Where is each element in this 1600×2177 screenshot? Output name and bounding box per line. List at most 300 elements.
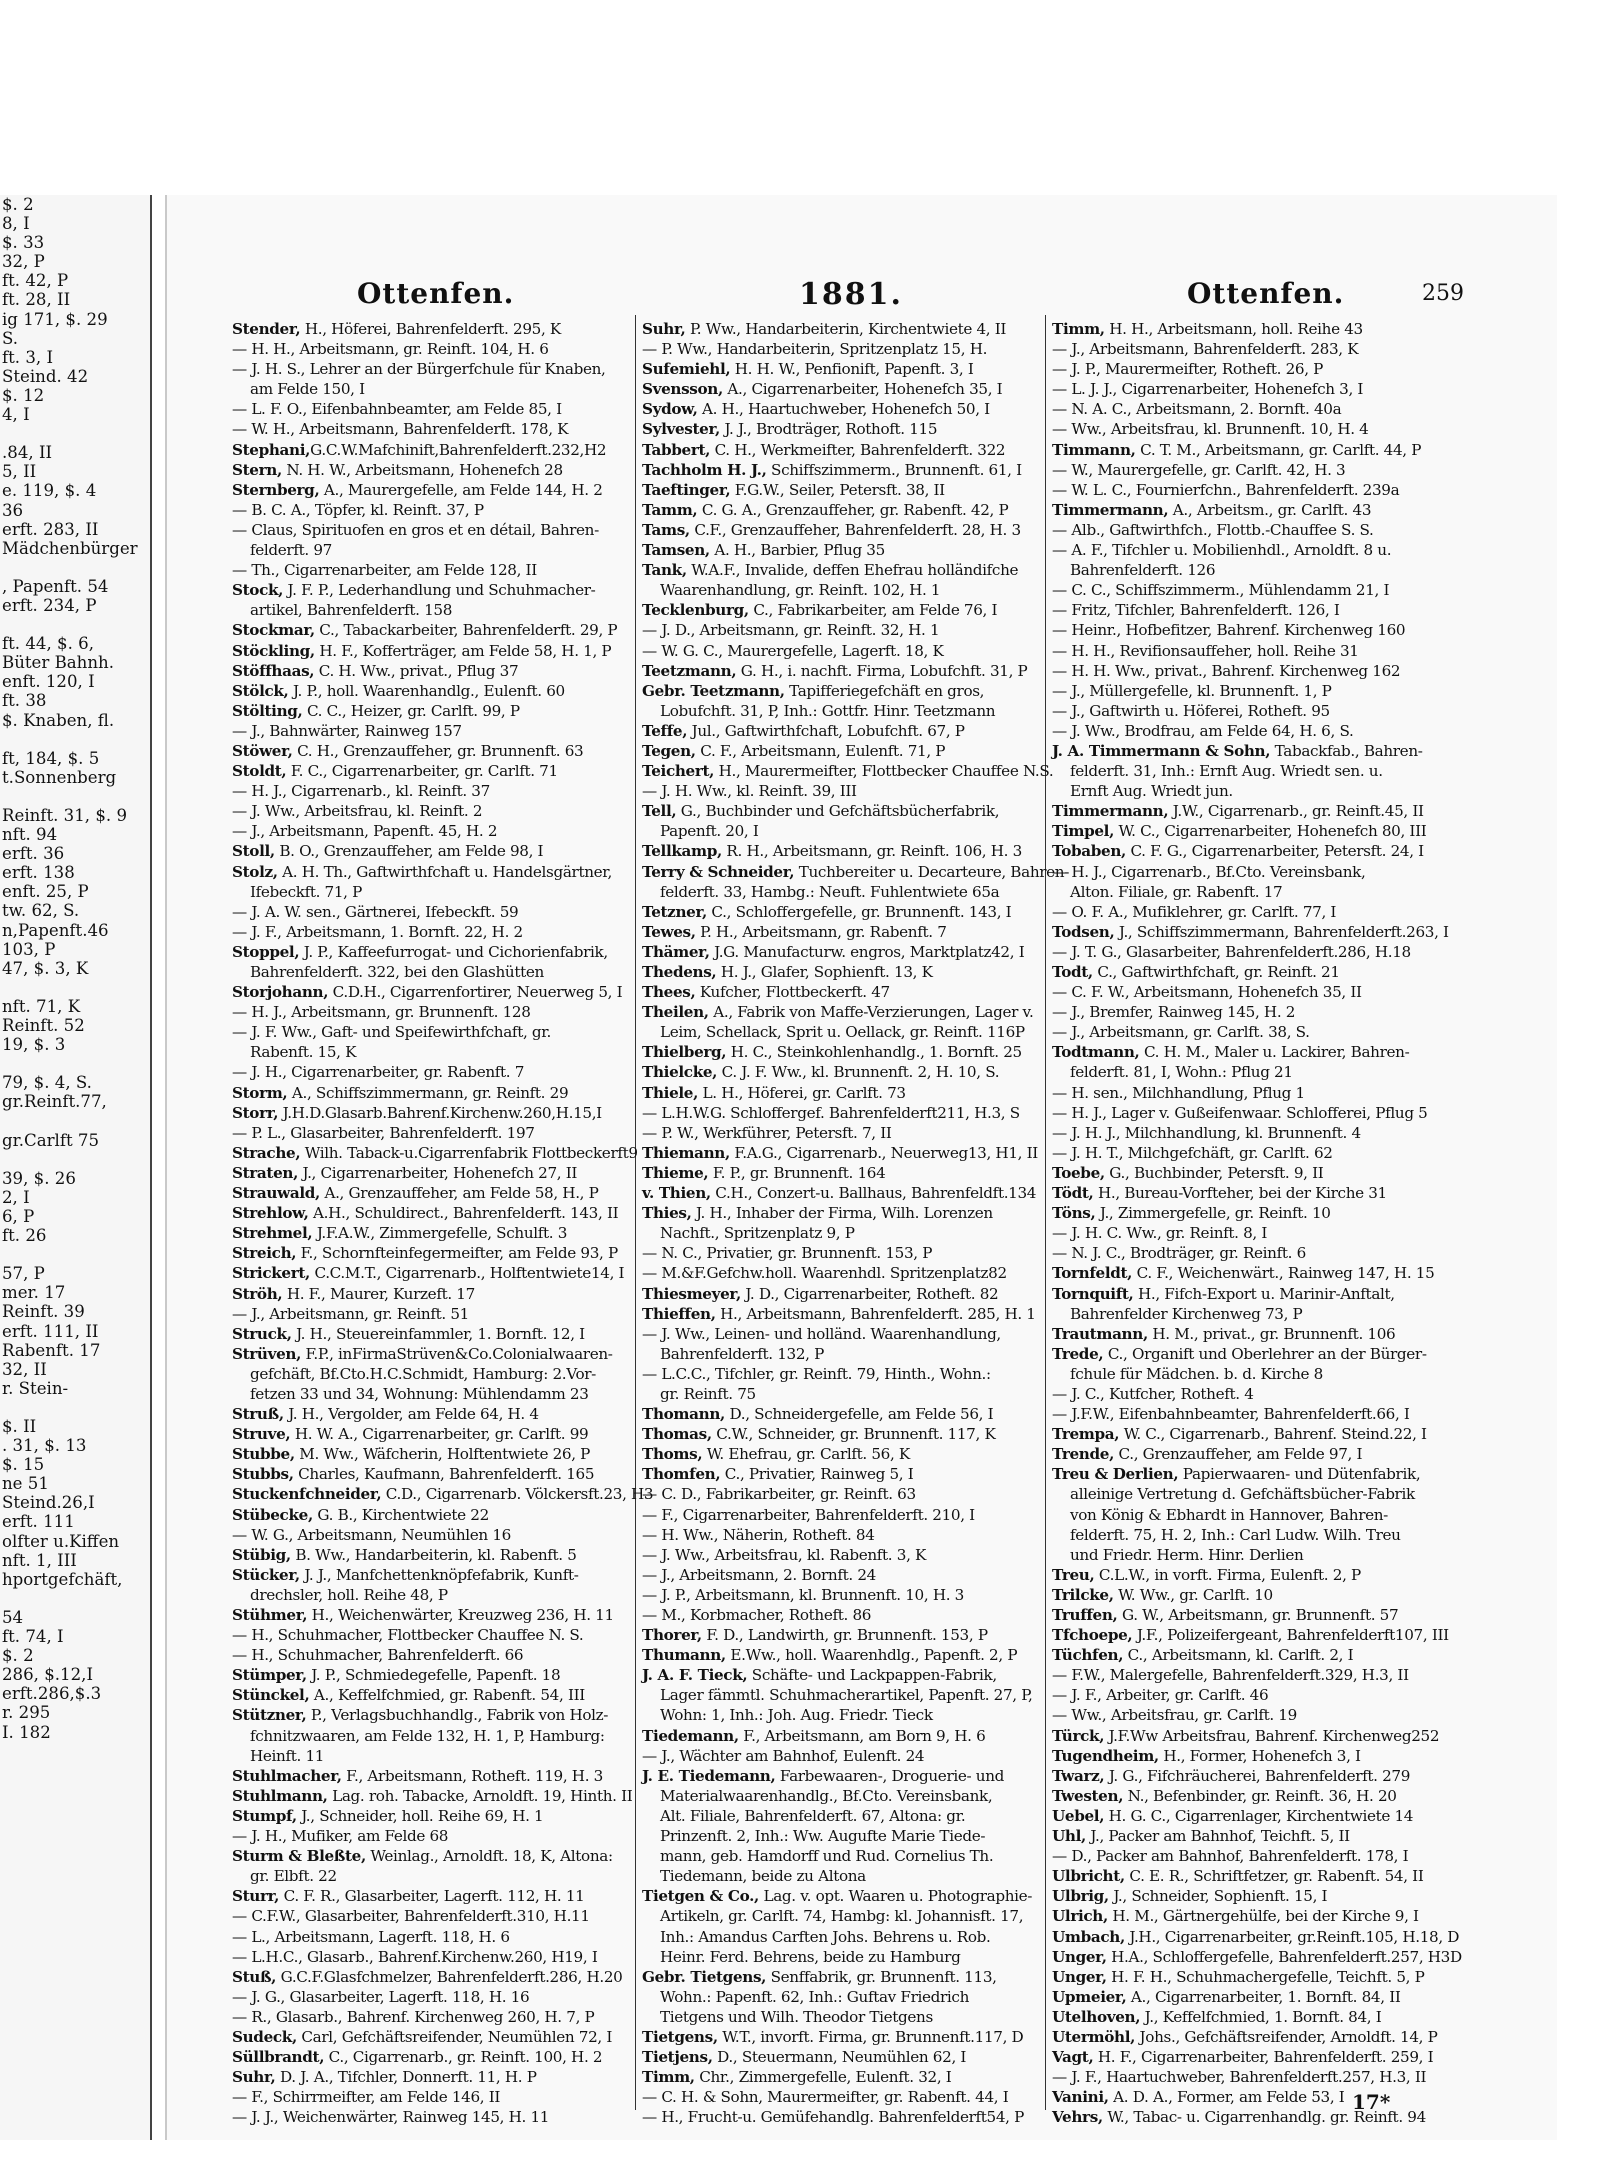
directory-entry: Töns, J., Zimmergefelle, gr. Reinft. 10 — [1052, 1204, 1331, 1223]
directory-entry: Thumann, E.Ww., holl. Waarenhdlg., Papenft. 2, P — [642, 1646, 1018, 1665]
sub-entry: — J. H. J., Milchhandlung, kl. Brunnenft. 4 — [1052, 1123, 1361, 1142]
entry-continuation: Bahrenfelderft. 322, bei den Glashütten — [250, 963, 544, 981]
facing-page-line: 2, I — [2, 1187, 30, 1207]
directory-entry: Strehmel, J.F.A.W., Zimmergefelle, Schulft. 3 — [232, 1224, 568, 1243]
directory-entry: Todtmann, C. H. M., Maler u. Lackirer, Bahren- — [1052, 1043, 1410, 1062]
header-place-left: Ottenfen. — [357, 277, 515, 310]
facing-page-line — [0, 730, 150, 749]
facing-page-line: n,Papenft.46 — [2, 920, 109, 940]
directory-entry: Terry & Schneider, Tuchbereiter u. Decarteure, Bahren- — [642, 862, 1070, 881]
sub-entry: — W., Maurergefelle, gr. Carlft. 42, H. 3 — [1052, 460, 1346, 479]
directory-entry: Tietjens, D., Steuermann, Neumühlen 62, I — [642, 2048, 967, 2067]
directory-entry: Treu & Derlien, Papierwaaren- und Dütenfabrik, — [1052, 1465, 1421, 1484]
facing-page-line: ft. 42, P — [2, 271, 69, 291]
directory-entry: Tüchfen, C., Arbeitsmann, kl. Carlft. 2, I — [1052, 1646, 1354, 1665]
directory-entry: Timpel, W. C., Cigarrenarbeiter, Hohenefch 80, III — [1052, 822, 1427, 841]
sub-entry: — P. Ww., Handarbeiterin, Spritzenplatz 15, H. — [642, 340, 988, 359]
directory-entry: Ulrich, H. M., Gärtnergehülfe, bei der Kirche 9, I — [1052, 1907, 1419, 1926]
sub-entry: — C.F.W., Glasarbeiter, Bahrenfelderft.310, H.11 — [232, 1907, 590, 1926]
facing-page-line: 103, P — [2, 939, 56, 959]
sub-entry: — J. F., Arbeiter, gr. Carlft. 46 — [1052, 1686, 1269, 1705]
sub-entry: — J. P., Maurermeifter, Rotheft. 26, P — [1052, 360, 1324, 379]
directory-entry: Stuckenfchneider, C.D., Cigarrenarb. Völckersft.23, H3 — [232, 1485, 654, 1504]
facing-page-line: Mädchenbürger — [2, 538, 138, 558]
sub-entry: — M., Korbmacher, Rotheft. 86 — [642, 1606, 872, 1624]
directory-entry: Thies, J. H., Inhaber der Firma, Wilh. Lorenzen — [642, 1204, 993, 1223]
directory-entry: Vanini, A. D. A., Former, am Felde 53, I — [1052, 2088, 1345, 2107]
facing-page-line: 57, P — [2, 1264, 45, 1284]
directory-entry: Vehrs, W., Tabac- u. Cigarrenhandlg. gr. Reinft. 94 — [1052, 2108, 1426, 2127]
directory-entry: Stücker, J. J., Manfchettenknöpfefabrik, Kunft- — [232, 1565, 579, 1584]
directory-entry: Timmermann, A., Arbeitsm., gr. Carlft. 43 — [1052, 500, 1372, 519]
directory-entry: Svensson, A., Cigarrenarbeiter, Hohenefch 35, I — [642, 380, 1003, 399]
facing-page-line: enft. 120, I — [2, 672, 95, 692]
entry-continuation: Alton. Filiale, gr. Rabenft. 17 — [1070, 882, 1283, 901]
facing-page-line: r. Stein- — [2, 1378, 69, 1398]
directory-entry: J. A. F. Tieck, Schäfte- und Lackpappen-Fabrik, — [642, 1666, 997, 1685]
header-place-right: Ottenfen. — [1187, 277, 1345, 310]
entry-continuation: gr. Elbft. 22 — [250, 1867, 337, 1886]
directory-entry: Tietgen & Co., Lag. v. opt. Waaren u. Photographie- — [642, 1887, 1033, 1906]
directory-entry: Strüven, F.P., inFirmaStrüven&Co.Colonialwaaren- — [232, 1344, 613, 1363]
sub-entry: — H. J., Cigarrenarb., Bf.Cto. Vereinsbank, — [1052, 862, 1366, 881]
sub-entry: — F.W., Malergefelle, Bahrenfelderft.329, H.3, II — [1052, 1666, 1409, 1685]
directory-entry: Thedens, H. J., Glafer, Sophienft. 13, K — [642, 963, 933, 981]
directory-entry: Stuhlmann, Lag. roh. Tabacke, Arnoldft. 19, Hinth. II — [232, 1786, 633, 1805]
directory-entry: Tornquift, H., Fifch-Export u. Marinir-Anftalt, — [1052, 1284, 1395, 1303]
directory-entry: Teichert, H., Maurermeifter, Flottbecker Chauffee N.S. — [642, 762, 1054, 781]
facing-page-fragment — [0, 195, 152, 2140]
directory-entry: Theilen, A., Fabrik von Maffe-Verzierungen, Lager v. — [642, 1003, 1034, 1022]
facing-page-line: erft. 111 — [2, 1512, 75, 1532]
directory-entry: Storjohann, C.D.H., Cigarrenfortirer, Neuerweg 5, I — [232, 983, 623, 1002]
facing-page-line: 32, II — [2, 1359, 47, 1379]
directory-entry: Tecklenburg, C., Fabrikarbeiter, am Felde 76, I — [642, 601, 998, 620]
sub-entry: — H., Frucht-u. Gemüfehandlg. Bahrenfelderft54, P — [642, 2108, 1025, 2127]
directory-entry: Stünckel, A., Keffelfchmied, gr. Rabenft. 54, III — [232, 1686, 585, 1705]
entry-continuation: und Friedr. Herm. Hinr. Derlien — [1070, 1545, 1304, 1564]
facing-page-line: I. 182 — [2, 1722, 51, 1742]
directory-entry: Suhr, D. J. A., Tifchler, Donnerft. 11, H. P — [232, 2068, 537, 2087]
sub-entry: — W. G., Arbeitsmann, Neumühlen 16 — [232, 1525, 511, 1544]
directory-entry: Ulbricht, C. E. R., Schriftfetzer, gr. Rabenft. 54, II — [1052, 1867, 1424, 1886]
directory-entry: Strickert, C.C.M.T., Cigarrenarb., Holftentwiete14, I — [232, 1264, 625, 1283]
directory-entry: Thieme, F. P., gr. Brunnenft. 164 — [642, 1163, 886, 1182]
directory-entry: Tank, W.A.F., Invalide, deffen Ehefrau holländifche — [642, 561, 1019, 580]
sub-entry: — C. D., Fabrikarbeiter, gr. Reinft. 63 — [642, 1485, 916, 1504]
entry-continuation: Papenft. 20, I — [660, 822, 759, 841]
directory-entry: Stümper, J. P., Schmiedegefelle, Papenft. 18 — [232, 1666, 561, 1685]
sub-entry: — Ww., Arbeitsfrau, gr. Carlft. 19 — [1052, 1706, 1297, 1725]
directory-column-3 — [1052, 319, 1472, 2127]
directory-entry: Stuß, G.C.F.Glasfchmelzer, Bahrenfelderft.286, H.20 — [232, 1967, 623, 1986]
directory-entry: Tfchoepe, J.F., Polizeifergeant, Bahrenfelderft107, III — [1052, 1626, 1449, 1645]
directory-entry: Strauwald, A., Grenzauffeher, am Felde 58, H., P — [232, 1184, 599, 1203]
directory-entry: Thomas, C.W., Schneider, gr. Brunnenft. 117, K — [642, 1425, 996, 1444]
sub-entry: — J. Ww., Leinen- und holländ. Waarenhandlung, — [642, 1324, 1001, 1343]
facing-page-line: $. 15 — [2, 1455, 45, 1475]
facing-page-line: r. 295 — [2, 1703, 51, 1723]
sub-entry: — P. W., Werkführer, Petersft. 7, II — [642, 1123, 892, 1142]
directory-entry: Gebr. Teetzmann, Tapifferiegefchäft en gros, — [642, 681, 985, 700]
directory-entry: Vagt, H. F., Cigarrenarbeiter, Bahrenfelderft. 259, I — [1052, 2048, 1434, 2067]
facing-page-line: erft. 36 — [2, 844, 65, 864]
facing-page-line: 4, I — [2, 405, 30, 425]
entry-continuation: felderft. 81, I, Wohn.: Pflug 21 — [1070, 1063, 1293, 1082]
sub-entry: — J. F., Arbeitsmann, 1. Bornft. 22, H. 2 — [232, 922, 523, 941]
entry-continuation: alleinige Vertretung d. Gefchäftsbücher-Fabrik — [1070, 1485, 1415, 1504]
directory-entry: Tamm, C. G. A., Grenzauffeher, gr. Rabenft. 42, P — [642, 500, 1009, 519]
entry-continuation: Tiedemann, beide zu Altona — [660, 1867, 866, 1886]
directory-entry: Timmermann, J.W., Cigarrenarb., gr. Reinft.45, II — [1052, 802, 1424, 821]
directory-entry: Stockmar, C., Tabackarbeiter, Bahrenfelderft. 29, P — [232, 621, 618, 640]
facing-page-line: .84, II — [2, 443, 53, 463]
directory-entry: Stübecke, G. B., Kirchentwiete 22 — [232, 1505, 489, 1524]
directory-entry: Thämer, J.G. Manufacturw. engros, Marktplatz42, I — [642, 942, 1025, 961]
directory-entry: Utermöhl, Johs., Gefchäftsreifender, Arnoldft. 14, P — [1052, 2027, 1438, 2046]
directory-entry: Tell, G., Buchbinder und Gefchäftsbücherfabrik, — [642, 802, 1000, 821]
facing-page-line: erft. 138 — [2, 863, 75, 883]
directory-entry: Unger, H. F. H., Schuhmachergefelle, Teichft. 5, P — [1052, 1967, 1425, 1986]
facing-page-line: hportgefchäft, — [2, 1569, 123, 1589]
facing-page-line: Steind. 42 — [2, 366, 89, 386]
sub-entry: — J. F., Haartuchweber, Bahrenfelderft.257, H.3, II — [1052, 2068, 1427, 2087]
facing-page-line: , Papenft. 54 — [2, 576, 109, 596]
directory-entry: Stuhlmacher, F., Arbeitsmann, Rotheft. 119, H. 3 — [232, 1766, 603, 1785]
sub-entry: — J., Arbeitsmann, gr. Carlft. 38, S. — [1052, 1023, 1310, 1042]
sub-entry: — J. H. S., Lehrer an der Bürgerfchule für Knaben, — [232, 360, 606, 379]
entry-continuation: Waarenhandlung, gr. Reinft. 102, H. 1 — [660, 581, 941, 600]
directory-entry: Trende, C., Grenzauffeher, am Felde 97, I — [1052, 1445, 1363, 1464]
facing-page-line: ne 51 — [2, 1474, 49, 1494]
sub-entry: — J. G., Glasarbeiter, Lagerft. 118, H. 16 — [232, 1987, 530, 2006]
facing-page-line — [0, 1054, 150, 1073]
sub-entry: — J. Ww., Brodfrau, am Felde 64, H. 6, S. — [1052, 721, 1354, 740]
sub-entry: — J. Ww., Arbeitsfrau, kl. Reinft. 2 — [232, 802, 483, 821]
directory-entry: Tödt, H., Bureau-Vorfteher, bei der Kirche 31 — [1052, 1184, 1387, 1203]
sub-entry: — L.C.C., Tifchler, gr. Reinft. 79, Hinth., Wohn.: — [642, 1364, 991, 1383]
entry-continuation: fchnitzwaaren, am Felde 132, H. 1, P, Hamburg: — [250, 1726, 605, 1745]
sub-entry: — F., Cigarrenarbeiter, Bahrenfelderft. 210, I — [642, 1505, 975, 1524]
facing-page-line: S. — [2, 328, 19, 348]
entry-continuation: Tietgens und Wilh. Theodor Tietgens — [660, 2007, 933, 2026]
directory-entry: Suhr, P. Ww., Handarbeiterin, Kirchentwiete 4, II — [642, 320, 1007, 338]
directory-entry: Tiedemann, F., Arbeitsmann, am Born 9, H. 6 — [642, 1726, 986, 1745]
facing-page-line: ig 171, $. 29 — [2, 309, 108, 329]
entry-continuation: Leim, Schellack, Sprit u. Oellack, gr. Reinft. 116P — [660, 1023, 1025, 1042]
sub-entry: — H. sen., Milchhandlung, Pflug 1 — [1052, 1083, 1305, 1102]
facing-page-line: $. II — [2, 1417, 37, 1436]
sub-entry: — J., Bremfer, Rainweg 145, H. 2 — [1052, 1003, 1296, 1022]
directory-entry: Tornfeldt, C. F., Weichenwärt., Rainweg 147, H. 15 — [1052, 1264, 1435, 1283]
facing-page-line — [0, 787, 150, 806]
page-number: 259 — [1422, 281, 1464, 306]
sub-entry: — J. H. T., Milchgefchäft, gr. Carlft. 62 — [1052, 1143, 1333, 1162]
sub-entry: — Alb., Gaftwirthfch., Flottb.-Chauffee S. S. — [1052, 520, 1374, 539]
directory-entry: Tellkamp, R. H., Arbeitsmann, gr. Reinft. 106, H. 3 — [642, 842, 1022, 861]
facing-page-line: mer. 17 — [2, 1283, 66, 1303]
directory-entry: Timmann, C. T. M., Arbeitsmann, gr. Carlft. 44, P — [1052, 440, 1422, 459]
sub-entry: — J. H., Mufiker, am Felde 68 — [232, 1827, 449, 1846]
sub-entry: — L. J. J., Cigarrenarbeiter, Hohenefch 3, I — [1052, 380, 1364, 399]
directory-entry: Stoppel, J. P., Kaffeefurrogat- und Cichorienfabrik, — [232, 942, 608, 961]
directory-entry: Streich, F., Schornfteinfegermeifter, am Felde 93, P — [232, 1244, 618, 1263]
entry-continuation: Nachft., Spritzenplatz 9, P — [660, 1224, 855, 1243]
facing-page-line: enft. 25, P — [2, 882, 89, 902]
sub-entry: — W. G. C., Maurergefelle, Lagerft. 18, K — [642, 641, 944, 660]
facing-page-line: erft. 283, II — [2, 519, 99, 539]
sub-entry: — J. H., Cigarrenarbeiter, gr. Rabenft. 7 — [232, 1063, 525, 1082]
directory-entry: Sufemiehl, H. H. W., Penfionift, Papenft. 3, I — [642, 360, 974, 379]
facing-page-line: 32, P — [2, 252, 45, 272]
facing-page-line — [0, 558, 150, 577]
facing-page-line: $. 33 — [2, 233, 45, 253]
facing-page-line: $. 2 — [2, 195, 34, 214]
directory-entry: Stolz, A. H. Th., Gaftwirthfchaft u. Handelsgärtner, — [232, 862, 612, 881]
directory-entry: Stubbs, Charles, Kaufmann, Bahrenfelderft. 165 — [232, 1465, 595, 1484]
directory-entry: Tachholm H. J., Schiffszimmerm., Brunnenft. 61, I — [642, 460, 1022, 479]
directory-entry: Tewes, P. H., Arbeitsmann, gr. Rabenft. 7 — [642, 922, 947, 941]
header-year: 1881. — [799, 277, 903, 312]
sub-entry: — J. D., Arbeitsmann, gr. Reinft. 32, H. 1 — [642, 621, 940, 640]
directory-entry: Umbach, J.H., Cigarrenarbeiter, gr.Reinft.105, H.18, D — [1052, 1927, 1460, 1946]
directory-entry: J. E. Tiedemann, Farbewaaren-, Droguerie- und — [642, 1766, 1004, 1785]
directory-entry: Thielberg, H. C., Steinkohlenhandlg., 1. Bornft. 25 — [642, 1043, 1022, 1062]
directory-entry: Sternberg, A., Maurergefelle, am Felde 144, H. 2 — [232, 480, 603, 499]
entry-continuation: Ifebeckft. 71, P — [250, 882, 363, 901]
sub-entry: — J., Wächter am Bahnhof, Eulenft. 24 — [642, 1746, 925, 1765]
facing-page-line: nft. 94 — [2, 825, 58, 845]
sub-entry: — N. C., Privatier, gr. Brunnenft. 153, P — [642, 1244, 933, 1263]
facing-page-line: 286, $.12,I — [2, 1665, 93, 1685]
facing-page-line: t.Sonnenberg — [2, 767, 117, 787]
entry-continuation: Bahrenfelder Kirchenweg 73, P — [1070, 1304, 1303, 1323]
directory-entry: Thorer, F. D., Landwirth, gr. Brunnenft. 153, P — [642, 1626, 988, 1645]
sub-entry: — H., Schuhmacher, Flottbecker Chauffee N. S. — [232, 1626, 584, 1645]
sub-entry: — J. H. C. Ww., gr. Reinft. 8, I — [1052, 1224, 1268, 1243]
facing-page-line: 39, $. 26 — [2, 1168, 76, 1188]
facing-page-line: $. 12 — [2, 385, 45, 405]
facing-page-line: 6, P — [2, 1206, 35, 1226]
facing-page-line — [0, 1112, 150, 1131]
directory-entry: Türck, J.F.Ww Arbeitsfrau, Bahrenf. Kirchenweg252 — [1052, 1726, 1440, 1745]
entry-continuation: gefchäft, Bf.Cto.H.C.Schmidt, Hamburg: 2.Vor- — [250, 1364, 596, 1383]
entry-continuation: Wohn.: Papenft. 62, Inh.: Guftav Friedrich — [660, 1987, 970, 2006]
directory-entry: Tams, C.F., Grenzauffeher, Bahrenfelderft. 28, H. 3 — [642, 520, 1021, 539]
entry-continuation: fchule für Mädchen. b. d. Kirche 8 — [1070, 1364, 1323, 1383]
directory-entry: Thieffen, H., Arbeitsmann, Bahrenfelderft. 285, H. 1 — [642, 1304, 1036, 1323]
sub-entry: — J., Arbeitsmann, Bahrenfelderft. 283, K — [1052, 340, 1359, 359]
directory-entry: Sturr, C. F. R., Glasarbeiter, Lagerft. 112, H. 11 — [232, 1887, 585, 1906]
facing-page-line: 5, II — [2, 462, 37, 482]
facing-page-line: 36 — [2, 500, 24, 520]
facing-page-line: ft. 74, I — [2, 1627, 64, 1647]
directory-entry: Stöffhaas, C. H. Ww., privat., Pflug 37 — [232, 661, 519, 680]
entry-continuation: Bahrenfelderft. 126 — [1070, 561, 1216, 580]
directory-entry: Todsen, J., Schiffszimmermann, Bahrenfelderft.263, I — [1052, 922, 1449, 941]
entry-continuation: felderft. 31, Inh.: Ernft Aug. Wriedt sen. u. — [1070, 762, 1383, 781]
directory-entry: Thielcke, C. J. F. Ww., kl. Brunnenft. 2, H. 10, S. — [642, 1063, 1000, 1082]
directory-entry: Truffen, G. W., Arbeitsmann, gr. Brunnenft. 57 — [1052, 1606, 1399, 1624]
directory-entry: Unger, H.A., Schloffergefelle, Bahrenfelderft.257, H3D — [1052, 1947, 1462, 1966]
directory-entry: Tegen, C. F., Arbeitsmann, Eulenft. 71, P — [642, 741, 946, 760]
entry-continuation: Artikeln, gr. Carlft. 74, Hambg: kl. Johannisft. 17, — [660, 1907, 1024, 1926]
facing-page-line — [0, 615, 150, 634]
entry-continuation: Lager fämmtl. Schuhmacherartikel, Papenft. 27, P, — [660, 1686, 1033, 1705]
facing-page-line: nft. 71, K — [2, 996, 81, 1016]
directory-entry: Süllbrandt, C., Cigarrenarb., gr. Reinft. 100, H. 2 — [232, 2048, 603, 2067]
directory-entry: Treu, C.L.W., in vorft. Firma, Eulenft. 2, P — [1052, 1565, 1361, 1584]
facing-page-line: Reinft. 52 — [2, 1016, 85, 1036]
entry-continuation: Alt. Filiale, Bahrenfelderft. 67, Altona: gr. — [660, 1806, 966, 1825]
sub-entry: — W. H., Arbeitsmann, Bahrenfelderft. 178, K — [232, 420, 569, 439]
entry-continuation: artikel, Bahrenfelderft. 158 — [250, 601, 453, 620]
directory-entry: Ströh, H. F., Maurer, Kurzeft. 17 — [232, 1284, 475, 1303]
directory-entry: Thomfen, C., Privatier, Rainweg 5, I — [642, 1465, 914, 1484]
facing-page-line: 54 — [2, 1607, 24, 1627]
facing-page-line: 47, $. 3, K — [2, 958, 89, 978]
directory-entry: Gebr. Tietgens, Senffabrik, gr. Brunnenft. 113, — [642, 1967, 997, 1986]
directory-entry: Stöwer, C. H., Grenzauffeher, gr. Brunnenft. 63 — [232, 741, 584, 760]
facing-page-line: e. 119, $. 4 — [2, 481, 97, 501]
facing-page-line: ft, 184, $. 5 — [2, 748, 100, 768]
directory-entry: Tugendheim, H., Former, Hohenefch 3, I — [1052, 1746, 1361, 1765]
directory-entry: Uebel, H. G. C., Cigarrenlager, Kirchentwiete 14 — [1052, 1806, 1414, 1825]
sub-entry: — Fritz, Tifchler, Bahrenfelderft. 126, I — [1052, 601, 1340, 620]
sub-entry: — Heinr., Hofbefitzer, Bahrenf. Kirchenweg 160 — [1052, 621, 1406, 640]
directory-entry: Struck, J. H., Steuereinfammler, 1. Bornft. 12, I — [232, 1324, 585, 1343]
facing-page-line: 19, $. 3 — [2, 1035, 66, 1055]
directory-entry: Taeftinger, F.G.W., Seiler, Petersft. 38, II — [642, 480, 945, 499]
directory-entry: Thiele, L. H., Höferei, gr. Carlft. 73 — [642, 1083, 906, 1102]
entry-continuation: fetzen 33 und 34, Wohnung: Mühlendamm 23 — [250, 1384, 589, 1403]
entry-continuation: drechsler, holl. Reihe 48, P — [250, 1585, 448, 1604]
facing-page-line: gr.Carlft 75 — [2, 1130, 100, 1150]
sub-entry: — O. F. A., Mufiklehrer, gr. Carlft. 77, I — [1052, 902, 1337, 921]
sub-entry: — P. L., Glasarbeiter, Bahrenfelderft. 197 — [232, 1123, 535, 1142]
facing-page-line: . 31, $. 13 — [2, 1436, 87, 1456]
directory-entry: v. Thien, C.H., Conzert-u. Ballhaus, Bahrenfeldft.134 — [642, 1184, 1037, 1203]
sub-entry: — J. H. Ww., kl. Reinft. 39, III — [642, 782, 857, 801]
facing-page-line: Steind.26,I — [2, 1493, 95, 1513]
facing-page-line: tw. 62, S. — [2, 901, 80, 921]
sub-entry: — J., Arbeitsmann, Papenft. 45, H. 2 — [232, 822, 498, 841]
directory-entry: Strehlow, A.H., Schuldirect., Bahrenfelderft. 143, II — [232, 1204, 619, 1223]
directory-entry: Teffe, Jul., Gaftwirthfchaft, Lobufchft. 67, P — [642, 721, 965, 740]
sub-entry: — H. H., Arbeitsmann, gr. Reinft. 104, H. 6 — [232, 340, 549, 359]
sub-entry: — J.F.W., Eifenbahnbeamter, Bahrenfelderft.66, I — [1052, 1405, 1410, 1424]
facing-page-line: olfter u.Kiffen — [2, 1531, 120, 1551]
facing-page-line — [0, 978, 150, 997]
sub-entry: — J., Arbeitsmann, 2. Bornft. 24 — [642, 1565, 876, 1584]
directory-entry: Stubbe, M. Ww., Wäfcherin, Holftentwiete 26, P — [232, 1445, 591, 1464]
directory-entry: J. A. Timmermann & Sohn, Tabackfab., Bahren- — [1052, 741, 1423, 760]
sub-entry: — J. A. W. sen., Gärtnerei, Ifebeckft. 59 — [232, 902, 519, 921]
sub-entry: — H. J., Arbeitsmann, gr. Brunnenft. 128 — [232, 1003, 531, 1022]
entry-continuation: felderft. 97 — [250, 541, 332, 560]
directory-entry: Tabbert, C. H., Werkmeifter, Bahrenfelderft. 322 — [642, 440, 1006, 459]
sub-entry: — J., Gaftwirth u. Höferei, Rotheft. 95 — [1052, 701, 1330, 720]
entry-continuation: Ernft Aug. Wriedt jun. — [1070, 782, 1233, 801]
directory-entry: Trautmann, H. M., privat., gr. Brunnenft. 106 — [1052, 1324, 1396, 1343]
directory-entry: Utelhoven, J., Keffelfchmied, 1. Bornft. 84, I — [1052, 2007, 1382, 2026]
sub-entry: — L.H.C., Glasarb., Bahrenf.Kirchenw.260, H19, I — [232, 1947, 598, 1966]
facing-page-line: Rabenft. 17 — [2, 1340, 101, 1360]
directory-entry: Stumpf, J., Schneider, holl. Reihe 69, H. 1 — [232, 1806, 544, 1825]
directory-entry: Upmeier, A., Cigarrenarbeiter, 1. Bornft. 84, II — [1052, 1987, 1401, 2006]
directory-entry: Stephani,G.C.W.Mafchinift,Bahrenfelderft.232,H2 — [232, 440, 607, 459]
facing-page-line: erft.286,$.3 — [2, 1684, 102, 1704]
directory-entry: Stölck, J. P., holl. Waarenhandlg., Eulenft. 60 — [232, 681, 565, 700]
entry-continuation: von König & Ebhardt in Hannover, Bahren- — [1070, 1505, 1388, 1524]
facing-page-line: gr.Reinft.77, — [2, 1092, 107, 1112]
directory-entry: Uhl, J., Packer am Bahnhof, Teichft. 5, II — [1052, 1827, 1350, 1846]
facing-page-line: ft. 28, II — [2, 290, 71, 310]
directory-entry: Timm, H. H., Arbeitsmann, holl. Reihe 43 — [1052, 320, 1363, 338]
directory-entry: Stützner, P., Verlagsbuchhandlg., Fabrik von Holz- — [232, 1706, 609, 1725]
sub-entry: — L.H.W.G. Schloffergef. Bahrenfelderft211, H.3, S — [642, 1103, 1020, 1122]
sub-entry: — J. P., Arbeitsmann, kl. Brunnenft. 10, H. 3 — [642, 1585, 964, 1604]
facing-page-line — [0, 1150, 150, 1169]
directory-entry: Stühmer, H., Weichenwärter, Kreuzweg 236, H. 11 — [232, 1606, 614, 1624]
sub-entry: — M.&F.Gefchw.holl. Waarenhdl. Spritzenplatz82 — [642, 1264, 1007, 1283]
entry-continuation: Lobufchft. 31, P, Inh.: Gottfr. Hinr. Teetzmann — [660, 701, 996, 720]
directory-entry: Strache, Wilh. Taback-u.Cigarrenfabrik Flottbeckerft9 — [232, 1143, 638, 1162]
directory-entry: Stöckling, H. F., Kofferträger, am Felde 58, H. 1, P — [232, 641, 612, 660]
entry-continuation: am Felde 150, I — [250, 380, 365, 399]
entry-continuation: Rabenft. 15, K — [250, 1043, 357, 1062]
sub-entry: — W. L. C., Fournierfchn., Bahrenfelderft. 239a — [1052, 480, 1400, 499]
sub-entry: — L. F. O., Eifenbahnbeamter, am Felde 85, I — [232, 400, 562, 419]
sub-entry: — J. T. G., Glasarbeiter, Bahrenfelderft.286, H.18 — [1052, 942, 1411, 961]
directory-entry: Stübig, B. Ww., Handarbeiterin, kl. Rabenft. 5 — [232, 1545, 577, 1564]
facing-page-line: ft. 26 — [2, 1226, 47, 1246]
sub-entry: — H. H. Ww., privat., Bahrenf. Kirchenweg 162 — [1052, 661, 1401, 680]
directory-entry: Stock, J. F. P., Lederhandlung und Schuhmacher- — [232, 581, 596, 600]
directory-entry: Stölting, C. C., Heizer, gr. Carlft. 99, P — [232, 701, 520, 720]
facing-page-line: 79, $. 4, S. — [2, 1073, 92, 1093]
directory-entry: Stoll, B. O., Grenzauffeher, am Felde 98, I — [232, 842, 544, 861]
facing-page-line — [0, 1245, 150, 1264]
directory-entry: Trede, C., Organift und Oberlehrer an der Bürger- — [1052, 1344, 1427, 1363]
directory-entry: Thees, Kufcher, Flottbeckerft. 47 — [642, 983, 890, 1002]
facing-page-line — [0, 1398, 150, 1417]
entry-continuation: gr. Reinft. 75 — [660, 1384, 756, 1403]
directory-entry: Toebe, G., Buchbinder, Petersft. 9, II — [1052, 1163, 1324, 1182]
directory-entry: Sudeck, Carl, Gefchäftsreifender, Neumühlen 72, I — [232, 2027, 612, 2046]
entry-continuation: felderft. 75, H. 2, Inh.: Carl Ludw. Wilh. Treu — [1070, 1525, 1401, 1544]
entry-continuation: Heinr. Ferd. Behrens, beide zu Hamburg — [660, 1947, 961, 1966]
sub-entry: — J., Müllergefelle, kl. Brunnenft. 1, P — [1052, 681, 1332, 700]
sub-entry: — B. C. A., Töpfer, kl. Reinft. 37, P — [232, 500, 484, 519]
entry-continuation: Bahrenfelderft. 132, P — [660, 1344, 825, 1363]
facing-page-line: ft. 44, $. 6, — [2, 634, 94, 654]
directory-entry: Tietgens, W.T., invorft. Firma, gr. Brunnenft.117, D — [642, 2027, 1024, 2046]
directory-entry: Sturm & Bleßte, Weinlag., Arnoldft. 18, K, Altona: — [232, 1847, 613, 1866]
directory-entry: Ulbrig, J., Schneider, Sophienft. 15, I — [1052, 1887, 1328, 1906]
sub-entry: — J. C., Kutfcher, Rotheft. 4 — [1052, 1384, 1254, 1403]
sub-entry: — R., Glasarb., Bahrenf. Kirchenweg 260, H. 7, P — [232, 2007, 595, 2026]
sub-entry: — H. H., Revifionsauffeher, holl. Reihe 31 — [1052, 641, 1359, 660]
directory-entry: Stender, H., Höferei, Bahrenfelderft. 295, K — [232, 320, 561, 338]
directory-entry: Twesten, N., Befenbinder, gr. Reinft. 36, H. 20 — [1052, 1786, 1397, 1805]
sub-entry: — F., Schirrmeifter, am Felde 146, II — [232, 2088, 501, 2107]
sub-entry: — Ww., Arbeitsfrau, kl. Brunnenft. 10, H. 4 — [1052, 420, 1369, 439]
sub-entry: — Claus, Spirituofen en gros et en détail, Bahren- — [232, 520, 599, 539]
directory-entry: Twarz, J. G., Fifchräucherei, Bahrenfelderft. 279 — [1052, 1766, 1411, 1785]
directory-entry: Struß, J. H., Vergolder, am Felde 64, H. 4 — [232, 1405, 539, 1424]
directory-column-2 — [642, 319, 1070, 2127]
